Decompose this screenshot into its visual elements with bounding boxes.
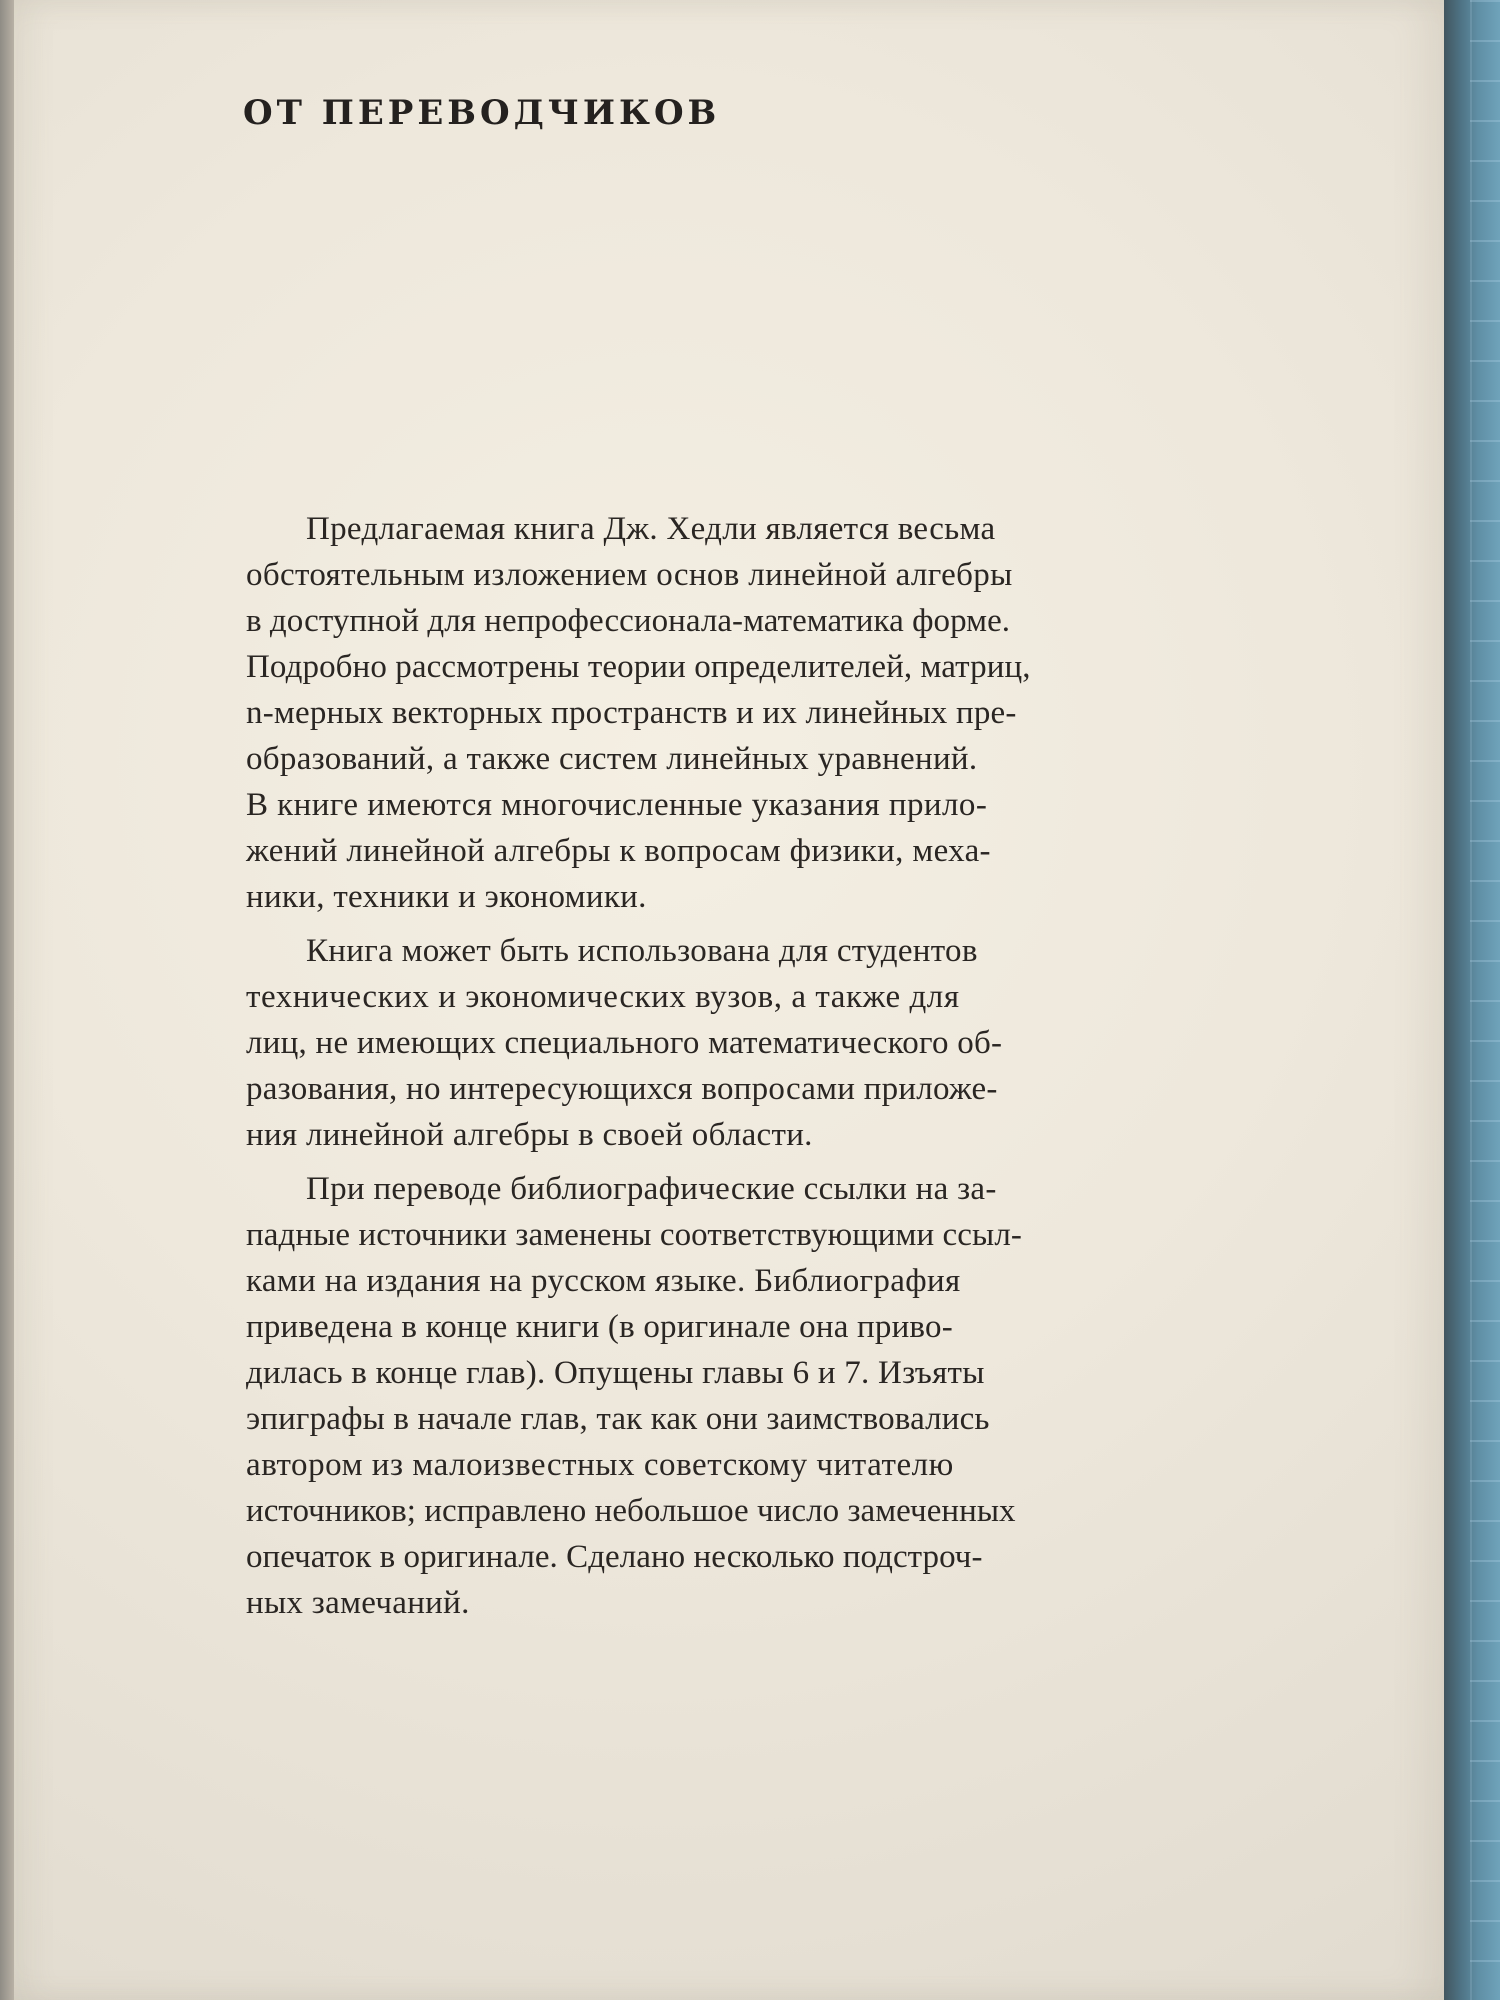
text-line: Книга может быть использована для студентов	[306, 933, 978, 969]
grid-paper-edge	[1470, 0, 1500, 2000]
text-line: ния линейной алгебры в своей области.	[246, 1117, 813, 1153]
paragraph-3	[246, 1166, 1198, 1626]
document-body	[246, 506, 1198, 1626]
text-line: обстоятельным изложением основ линейной алгебры	[246, 557, 1013, 593]
text-line: При переводе библиографические ссылки на за-	[306, 1171, 997, 1207]
text-line: эпиграфы в начале глав, так как они заимствовались	[246, 1401, 990, 1437]
text-line: дилась в конце глав). Опущены главы 6 и 7. Изъяты	[246, 1355, 985, 1391]
text-line: ных замечаний.	[246, 1585, 470, 1621]
text-line: опечаток в оригинале. Сделано несколько подстроч-	[246, 1539, 983, 1575]
text-line: в доступной для непрофессионала-математика форме.	[246, 603, 1011, 639]
text-line: В книге имеются многочисленные указания прило-	[246, 787, 988, 823]
page-left-edge	[0, 0, 14, 2000]
text-line: лиц, не имеющих специального математического об-	[246, 1025, 1003, 1061]
text-line: ками на издания на русском языке. Библиография	[246, 1263, 961, 1299]
text-line: Подробно рассмотрены теории определителей, матриц,	[246, 649, 1031, 685]
text-line: образований, а также систем линейных уравнений.	[246, 741, 978, 777]
text-line: падные источники заменены соответствующими ссыл-	[246, 1217, 1022, 1253]
text-line: n-мерных векторных пространств и их линейных пре-	[246, 695, 1017, 731]
text-line: разования, но интересующихся вопросами приложе-	[246, 1071, 998, 1107]
text-line: ники, техники и экономики.	[246, 879, 647, 915]
text-line: источников; исправлено небольшое число замеченных	[246, 1493, 1016, 1529]
paragraph-1	[246, 506, 1198, 920]
text-line: Предлагаемая книга Дж. Хедли является весьма	[306, 511, 996, 547]
page-heading: ОТ ПЕРЕВОДЧИКОВ	[243, 93, 721, 133]
text-line: технических и экономических вузов, а также для	[246, 979, 960, 1015]
text-line: жений линейной алгебры к вопросам физики, меха-	[246, 833, 991, 869]
text-line: приведена в конце книги (в оригинале она приво-	[246, 1309, 953, 1345]
text-line: автором из малоизвестных советскому читателю	[246, 1447, 954, 1483]
paragraph-2	[246, 928, 1198, 1158]
